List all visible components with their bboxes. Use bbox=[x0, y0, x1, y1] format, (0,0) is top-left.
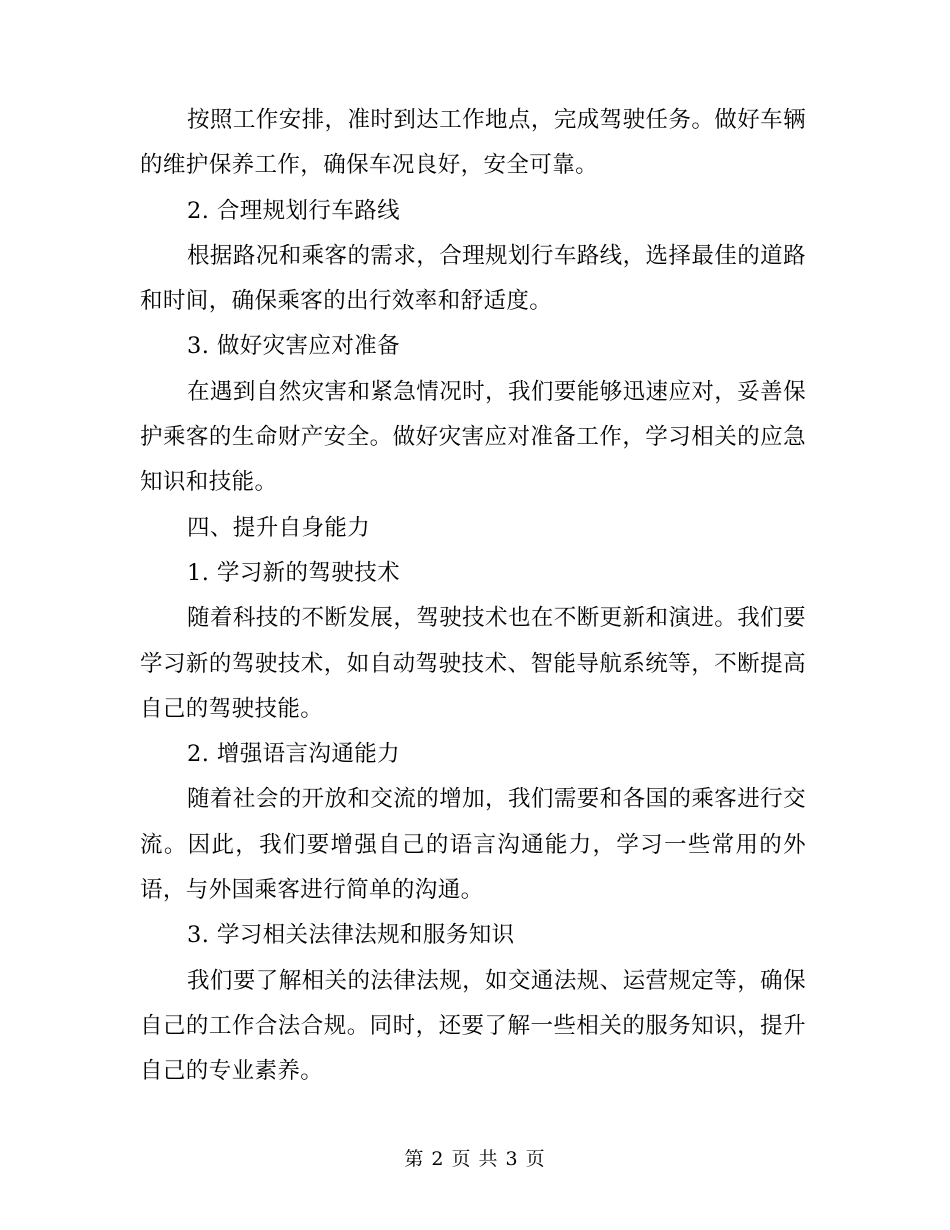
paragraph: 随着社会的开放和交流的增加，我们需要和各国的乘客进行交流。因此，我们要增强自己的语言沟通能力，学习一些常用的外语，与外国乘客进行简单的沟通。 bbox=[140, 786, 806, 904]
section-heading: 2. 增强语言沟通能力 bbox=[187, 741, 401, 768]
paragraph: 我们要了解相关的法律法规，如交通法规、运营规定等，确保自己的工作合法合规。同时，还要了解一些相关的服务知识，提升自己的专业素养。 bbox=[140, 967, 806, 1085]
paragraph: 按照工作安排，准时到达工作地点，完成驾驶任务。做好车辆的维护保养工作，确保车况良好，安全可靠。 bbox=[140, 107, 806, 179]
document-body bbox=[140, 98, 806, 1095]
paragraph: 在遇到自然灾害和紧急情况时，我们要能够迅速应对，妥善保护乘客的生命财产安全。做好灾害应对准备工作，学习相关的应急知识和技能。 bbox=[140, 378, 806, 496]
section-heading: 1. 学习新的驾驶技术 bbox=[187, 559, 401, 586]
section-heading: 3. 做好灾害应对准备 bbox=[187, 333, 401, 360]
page-footer: 第 2 页 共 3 页 bbox=[404, 1148, 546, 1170]
section-heading: 3. 学习相关法律法规和服务知识 bbox=[187, 922, 515, 949]
section-heading: 2. 合理规划行车路线 bbox=[187, 197, 401, 224]
chapter-heading: 四、提升自身能力 bbox=[187, 514, 371, 541]
paragraph: 根据路况和乘客的需求，合理规划行车路线，选择最佳的道路和时间，确保乘客的出行效率和舒适度。 bbox=[140, 242, 806, 315]
paragraph: 随着科技的不断发展，驾驶技术也在不断更新和演进。我们要学习新的驾驶技术，如自动驾驶技术、智能导航系统等，不断提高自己的驾驶技能。 bbox=[140, 605, 806, 722]
